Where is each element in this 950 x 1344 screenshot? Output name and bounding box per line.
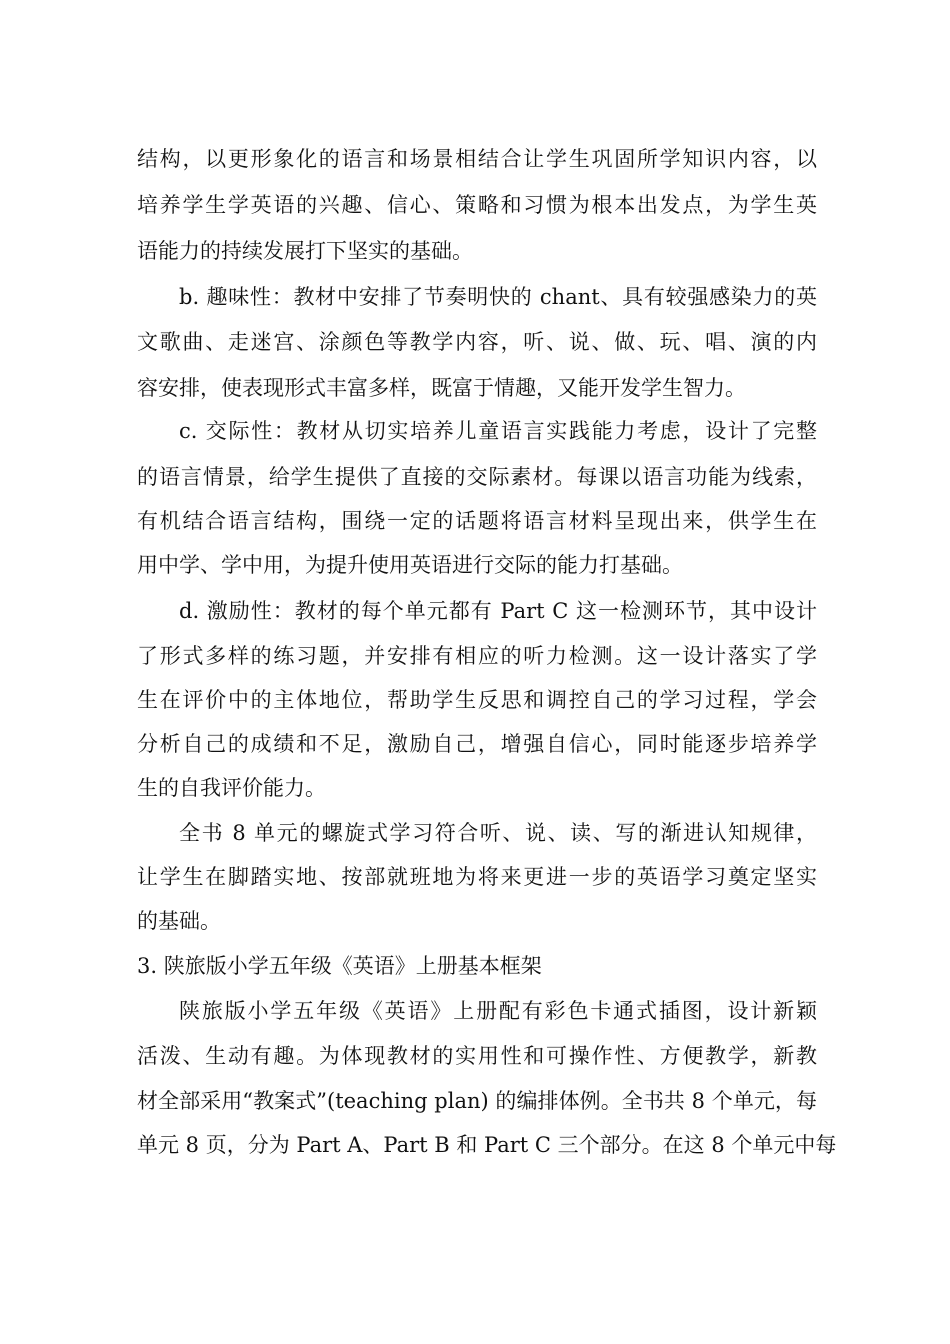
body-text-line: b. 趣味性：教材中安排了节奏明快的 chant、具有较强感染力的英 [179,285,817,309]
body-text-line: 的基础。 [137,909,221,933]
body-text-line: 全书 8 单元的螺旋式学习符合听、说、读、写的渐进认知规律， [179,821,817,845]
body-text-line: d. 激励性：教材的每个单元都有 Part C 这一检测环节，其中设计 [179,599,817,623]
body-text-line: 陕旅版小学五年级《英语》上册配有彩色卡通式插图，设计新颖 [179,999,817,1023]
body-text-line: 单元 8 页，分为 Part A、Part B 和 Part C 三个部分。在这 8 个单元中每 [137,1133,837,1157]
body-text-line: 分析自己的成绩和不足，激励自己，增强自信心，同时能逐步培养学 [137,732,817,756]
body-text-line: 生在评价中的主体地位，帮助学生反思和调控自己的学习过程，学会 [137,688,817,712]
body-text-line: 生的自我评价能力。 [137,776,326,800]
body-text-line: 的语言情景，给学生提供了直接的交际素材。每课以语言功能为线索， [137,465,817,489]
body-text-line: 有机结合语言结构，围绕一定的话题将语言材料呈现出来，供学生在 [137,509,817,533]
body-text-line: 容安排，使表现形式丰富多样，既富于情趣，又能开发学生智力。 [137,376,746,400]
body-text-line: 用中学、学中用，为提升使用英语进行交际的能力打基础。 [137,553,683,577]
body-text-line: 让学生在脚踏实地、按部就班地为将来更进一步的英语学习奠定坚实 [137,865,817,889]
body-text-line: 语能力的持续发展打下坚实的基础。 [137,239,473,263]
body-text-line: c. 交际性：教材从切实培养儿童语言实践能力考虑，设计了完整 [179,419,817,443]
body-text-line: 结构，以更形象化的语言和场景相结合让学生巩固所学知识内容，以 [137,147,817,171]
body-text-line: 培养学生学英语的兴趣、信心、策略和习惯为根本出发点，为学生英 [137,193,817,217]
body-text-line: 文歌曲、走迷宫、涂颜色等教学内容，听、说、做、玩、唱、演的内 [137,330,817,354]
body-text-line: 材全部采用“教案式”(teaching plan) 的编排体例。全书共 8 个单元，每 [137,1089,817,1113]
body-text-line: 了形式多样的练习题，并安排有相应的听力检测。这一设计落实了学 [137,644,817,668]
section-heading: 3. 陕旅版小学五年级《英语》上册基本框架 [137,954,542,978]
body-text-line: 活泼、生动有趣。为体现教材的实用性和可操作性、方便教学，新教 [137,1044,817,1068]
